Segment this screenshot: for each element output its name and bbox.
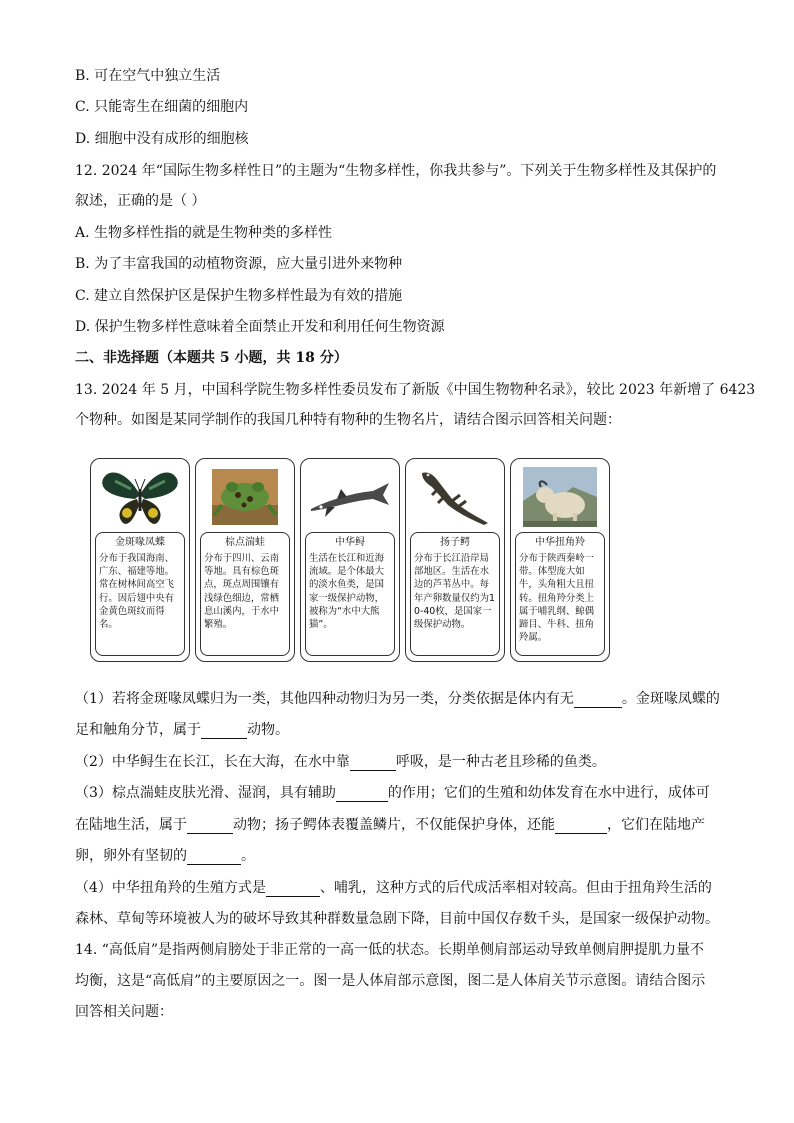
card-name: 棕点湍蛙 (225, 537, 265, 548)
q13-part3-line1 (75, 784, 710, 802)
text: 呼吸，是一种古老且珍稀的鱼类。 (395, 754, 606, 770)
card-text-box (515, 532, 605, 656)
card-name: 金斑喙凤蝶 (115, 537, 165, 548)
answer-blank[interactable] (336, 787, 388, 802)
q12-option-d: D. 保护生物多样性意味着全面禁止开发和利用任何生物资源 (75, 319, 445, 335)
alligator-icon (412, 465, 498, 529)
q14-stem-line1: 14. “高低肩”是指两侧肩膀处于非正常的一高一低的状态。长期单侧肩部运动导致单侧肩胛提肌力量不 (75, 942, 705, 958)
card-description: 生活在长江和近海流域。是个体最大的淡水鱼类，是国家一级保护动物，被称为“水中大熊猫”。 (309, 553, 385, 631)
text: 。金斑喙凤蝶的 (621, 691, 720, 707)
card-takin (510, 458, 610, 662)
answer-blank[interactable] (350, 756, 396, 771)
card-text-box (95, 532, 185, 656)
q13-part1-line1 (75, 690, 720, 708)
card-description: 分布于四川、云南等地。具有棕色斑点，斑点周围镶有浅绿色细边，常栖息山溪内，于水中繁殖。 (204, 553, 280, 631)
sturgeon-icon (307, 465, 393, 529)
text: 在陆地生活，属于 (75, 817, 187, 833)
q13-part4-line2: 森林、草甸等环境被人为的破坏导致其种群数量急剧下降，目前中国仅存数千头，是国家一级保护动物。 (75, 911, 719, 927)
card-description: 分布于陕西秦岭一带。体型庞大如牛，头角粗大且扭转。扭角羚分类上属于哺乳纲、鲸偶蹄目、牛科、扭角羚属。 (519, 553, 595, 644)
text: （1）若将金斑喙凤蝶归为一类，其他四种动物归为另一类，分类依据是体内有无 (75, 691, 574, 707)
section-title: 二、非选择题（本题共 5 小题，共 18 分） (75, 350, 348, 366)
text: 、哺乳，这种方式的后代成活率相对较高。但由于扭角羚生活的 (319, 880, 712, 896)
q12-stem-line1: 12. 2024 年“国际生物多样性日”的主题为“生物多样性，你我共参与”。下列关于生物多样性及其保护的 (75, 163, 717, 179)
q14-stem-line3: 回答相关问题： (75, 1004, 173, 1020)
q13-part1-line2 (75, 721, 289, 739)
species-cards (90, 458, 606, 663)
q11-option-b: B. 可在空气中独立生活 (75, 68, 221, 84)
text: 动物；扬子鳄体表覆盖鳞片，不仅能保护身体，还能 (233, 817, 555, 833)
answer-blank[interactable] (201, 724, 247, 739)
card-description: 分布于我国海南、广东、福建等地。常在树林间高空飞行。因后翅中央有金黄色斑纹而得名。 (99, 553, 175, 631)
card-name: 中华鲟 (335, 537, 365, 548)
q13-part2 (75, 753, 606, 771)
q13-stem-line2: 个物种。如图是某同学制作的我国几种特有物种的生物名片，请结合图示回答相关问题： (75, 412, 621, 428)
text: 足和触角分节，属于 (75, 722, 201, 738)
frog-icon (202, 465, 288, 529)
text: 。 (241, 848, 255, 864)
q13-stem-line1: 13. 2024 年 5 月，中国科学院生物多样性委员发布了新版《中国生物物种名录》，较比 2023 年新增了 6423 (75, 382, 756, 398)
card-name: 扬子鳄 (440, 537, 470, 548)
text: 的作用；它们的生殖和幼体发育在水中进行，成体可 (387, 785, 710, 801)
card-butterfly (90, 458, 190, 662)
q11-option-d: D. 细胞中没有成形的细胞核 (75, 131, 249, 147)
text: ，它们在陆地产 (607, 817, 705, 833)
q12-option-b: B. 为了丰富我国的动植物资源，应大量引进外来物种 (75, 256, 403, 272)
card-frog (195, 458, 295, 662)
takin-icon (517, 465, 603, 529)
q14-stem-line2: 均衡，这是“高低肩”的主要原因之一。图一是人体肩部示意图，图二是人体肩关节示意图。请结合图示 (75, 973, 706, 989)
q11-option-c: C. 只能寄生在细菌的细胞内 (75, 99, 249, 115)
card-description: 分布于长江沿岸局部地区。生活在水边的芦苇丛中。每年产卵数量仅约为10-40枚，是国家一级保护动物。 (414, 553, 495, 631)
card-text-box (200, 532, 290, 656)
q12-option-a: A. 生物多样性指的就是生物种类的多样性 (75, 225, 333, 241)
q13-part4-line1 (75, 879, 712, 897)
answer-blank[interactable] (187, 819, 233, 834)
q13-part3-line2 (75, 816, 705, 834)
card-text-box (410, 532, 500, 656)
card-text-box (305, 532, 395, 656)
answer-blank[interactable] (187, 850, 241, 865)
text: 卵，卵外有坚韧的 (75, 848, 187, 864)
answer-blank[interactable] (555, 819, 607, 834)
q12-stem-line2: 叙述，正确的是（ ） (75, 193, 206, 209)
text: （3）棕点湍蛙皮肤光滑、湿润，具有辅助 (75, 785, 336, 801)
card-sturgeon (300, 458, 400, 662)
card-alligator (405, 458, 505, 662)
answer-blank[interactable] (266, 882, 320, 897)
text: （4）中华扭角羚的生殖方式是 (75, 880, 266, 896)
butterfly-icon (97, 465, 183, 529)
text: （2）中华鲟生在长江，长在大海，在水中靠 (75, 754, 350, 770)
text: 动物。 (247, 722, 289, 738)
card-name: 中华扭角羚 (535, 537, 585, 548)
q13-part3-line3 (75, 847, 255, 865)
q12-option-c: C. 建立自然保护区是保护生物多样性最为有效的措施 (75, 288, 403, 304)
answer-blank[interactable] (574, 693, 622, 708)
